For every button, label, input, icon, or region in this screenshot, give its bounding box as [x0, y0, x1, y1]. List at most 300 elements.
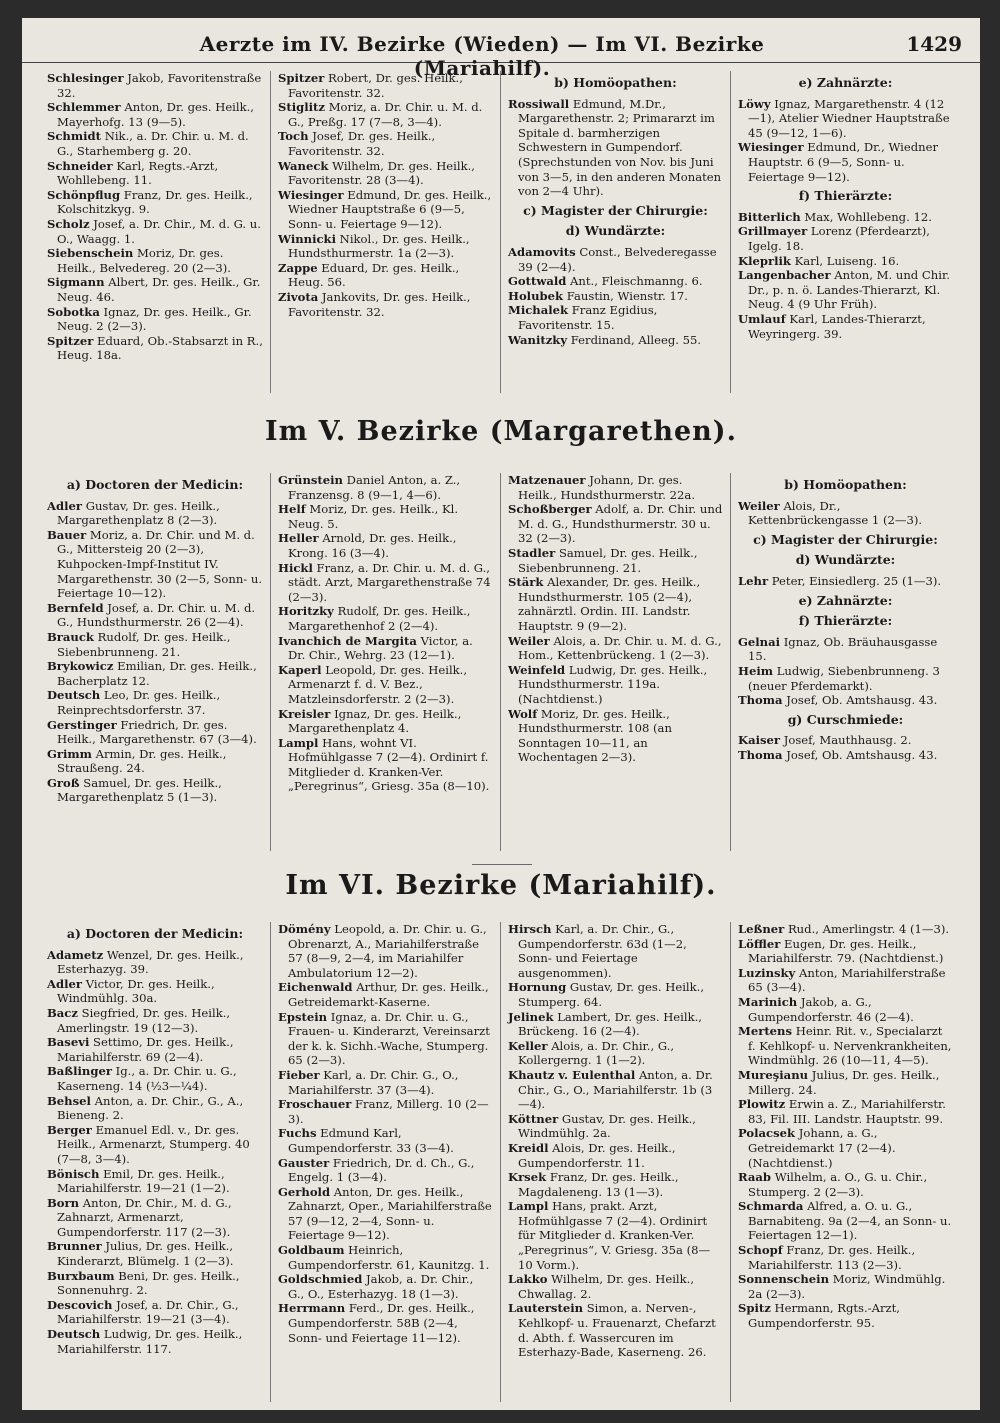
entry-surname: Berger: [47, 1122, 92, 1137]
entry-details: Arthur, Dr. ges. Heilk., Getreidemarkt-Kaserne.: [288, 980, 489, 1009]
entry-surname: Ivanchich de Margita: [278, 633, 417, 648]
entry-details: Julius, Dr. ges. Heilk., Kinderarzt, Blümelg. 1 (2—3).: [57, 1239, 234, 1269]
entry-details: Franz, Dr. ges. Heilk., Kolschitzkyg. 9.: [57, 187, 253, 217]
entry-surname: Bauer: [47, 527, 87, 542]
entry-details: Jakob, a. Dr. Chir., G., O., Esterhazyg. 18 (1—3).: [288, 1272, 474, 1301]
entry-surname: Gerstinger: [47, 717, 117, 732]
entry-details: Gustav, Dr. ges. Heilk., Stumperg. 64.: [518, 980, 705, 1009]
entry-surname: Spitzer: [278, 71, 325, 85]
directory-entry: [278, 634, 493, 663]
entry-surname: Lakko: [508, 1272, 548, 1287]
entry-surname: Schneider: [47, 158, 113, 173]
directory-entry: [508, 274, 723, 289]
entry-details: Hans, prakt. Arzt, Hofmühlgasse 7 (2—4). Ordinirt für Mitglieder d. Kranken-Ver. „Peregrinus“, V. Griesg. 35a (8—10 Vorm.).: [518, 1199, 711, 1272]
entry-surname: Siebenschein: [47, 246, 134, 261]
entry-surname: Löffler: [738, 936, 781, 951]
bezirk6-column-4: [730, 922, 960, 1402]
directory-entry: [278, 1156, 493, 1185]
bezirk6-column-2: [270, 922, 500, 1402]
entry-surname: Polacsek: [738, 1126, 796, 1141]
directory-entry: [47, 217, 263, 246]
directory-entry: [47, 659, 263, 688]
entry-details: Const., Belvederegasse 39 (2—4).: [518, 244, 717, 274]
entry-surname: Jelinek: [508, 1009, 554, 1024]
subheading-zahnaerzte: e) Zahnärzte:: [798, 592, 893, 608]
entry-surname: Deutsch: [47, 1327, 101, 1342]
subheading-homoeopathen: b) Homöopathen:: [784, 477, 907, 492]
entry-surname: Zappe: [278, 260, 318, 275]
entry-details: Friedrich, Dr. d. Ch., G., Engelg. 1 (3—4).: [288, 1155, 475, 1185]
directory-entry: [508, 1068, 723, 1112]
directory-entry: [278, 261, 493, 290]
entry-surname: Weinfeld: [508, 662, 566, 677]
entry-details: Karl, a. Dr. Chir. G., O., Mariahilferstr. 37 (3—4).: [288, 1067, 459, 1097]
directory-entry: [738, 210, 953, 225]
subheading-magister: c) Magister der Chirurgie:: [523, 202, 708, 218]
entry-surname: Stiglitz: [278, 100, 325, 115]
entry-details: Arnold, Dr. ges. Heilk., Krong. 16 (3—4).: [288, 531, 457, 560]
directory-entry: [508, 1199, 723, 1272]
entry-details: Moriz, Dr. ges. Heilk., Kl. Neug. 5.: [288, 502, 459, 531]
entry-details: Rudolf, Dr. ges. Heilk., Siebenbrunneng. 21.: [57, 629, 231, 659]
entry-surname: Matzenauer: [508, 473, 586, 487]
entry-surname: Schopf: [738, 1243, 783, 1258]
entry-details: Alois, Dr., Kettenbrückengasse 1 (2—3).: [748, 498, 923, 528]
entry-details: Alois, a. Dr. Chir., G., Kollergerng. 1 (1—2).: [518, 1038, 675, 1068]
entry-details: Hermann, Rgts.-Arzt, Gumpendorferstr. 95.: [748, 1301, 900, 1331]
directory-entry: [508, 333, 723, 348]
bezirk6-column-3: [500, 922, 730, 1402]
bezirk6-columns: [40, 922, 960, 1402]
directory-entry: [508, 922, 723, 980]
entry-details: Victor, a. Dr. Chir., Wehrg. 23 (12—1).: [288, 633, 473, 663]
directory-page: [22, 18, 980, 1410]
directory-entry: [47, 747, 263, 776]
directory-entry: [508, 1170, 723, 1199]
section-divider: [472, 864, 532, 865]
entry-details: Ignaz, a. Dr. Chir. u. G., Frauen- u. Kinderarzt, Vereinsarzt der k. k. Sichh.-Wache, Stumperg. 65 (2—3).: [288, 1009, 490, 1068]
subheading-magister: c) Magister der Chirurgie:: [753, 531, 938, 547]
directory-entry: [738, 140, 953, 184]
entry-details: Emanuel Edl. v., Dr. ges. Heilk., Armenarzt, Stumperg. 40 (7—8, 3—4).: [57, 1122, 250, 1166]
entry-details: Josef, Ob. Amtshausg. 43.: [786, 693, 938, 708]
directory-entry: [738, 312, 953, 341]
directory-entry: [278, 707, 493, 736]
directory-entry: [278, 1126, 493, 1155]
entry-list: [508, 473, 723, 765]
directory-entry: [508, 97, 723, 199]
entry-details: Max, Wohllebeng. 12.: [804, 209, 932, 224]
entry-details: Alexander, Dr. ges. Heilk., Hundsthurmerstr. 105 (2—4), zahnärztl. Ordin. III. Landstr. Hauptstr. 9 (9—2).: [518, 575, 701, 633]
entry-details: Emilian, Dr. ges. Heilk., Bacherplatz 12.: [57, 659, 257, 688]
directory-entry: [47, 528, 263, 601]
entry-surname: Born: [47, 1195, 80, 1210]
entry-surname: Schönpflug: [47, 187, 121, 202]
entry-surname: Eichenwald: [278, 980, 353, 995]
entry-details: Heinrich, Gumpendorferstr. 61, Kaunitzg. 1.: [288, 1243, 490, 1272]
directory-entry: [738, 1068, 953, 1097]
entry-details: Edmund Karl, Gumpendorferstr. 33 (3—4).: [288, 1126, 454, 1155]
directory-entry: [47, 129, 263, 158]
entry-surname: Sobotka: [47, 304, 100, 319]
entry-details: Leo, Dr. ges. Heilk., Reinprechtsdorferstr. 37.: [57, 688, 221, 717]
entry-surname: Descovich: [47, 1297, 113, 1312]
entry-details: Edmund, Dr. ges. Heilk., Wiedner Hauptstraße 6 (9—5, Sonn- u. Feiertage 9—12).: [288, 187, 492, 231]
entry-details: Hans, wohnt VI. Hofmühlgasse 7 (2—4). Ordinirt f. Mitglieder d. Kranken-Ver. „Peregrinus“, Griesg. 35a (8—10).: [288, 735, 490, 794]
directory-entry: [278, 129, 493, 158]
directory-entry: [738, 574, 953, 589]
entry-details: Gustav, Dr. ges. Heilk., Windmühlg. 2a.: [518, 1111, 696, 1141]
directory-entry: [278, 1097, 493, 1126]
bezirk4-column-4: [730, 71, 960, 393]
entry-details: Leopold, a. Dr. Chir. u. G., Obrenarzt, A., Mariahilferstraße 57 (8—9, 2—4, im Mariahilfer Ambulatorium 12—2).: [288, 922, 487, 980]
directory-entry: [508, 1112, 723, 1141]
bezirk5-column-4: [730, 473, 960, 851]
directory-entry: [47, 1327, 263, 1356]
bezirk4-columns: [40, 71, 960, 393]
entry-surname: Groß: [47, 775, 80, 790]
directory-entry: [508, 245, 723, 274]
entry-list: [738, 635, 953, 708]
directory-entry: [47, 1196, 263, 1240]
entry-details: Franz, Millerg. 10 (2—3).: [288, 1097, 489, 1126]
directory-entry: [508, 289, 723, 304]
directory-entry: [738, 664, 953, 693]
bezirk4-column-2: [270, 71, 500, 393]
directory-entry: [47, 1094, 263, 1123]
entry-details: Anton, Mariahilferstraße 65 (3—4).: [748, 965, 946, 995]
entry-details: Josef, a. Dr. Chir., M. d. G. u. O., Waagg. 1.: [57, 216, 261, 246]
entry-details: Albert, Dr. ges. Heilk., Gr. Neug. 46.: [57, 275, 261, 304]
entry-details: Rud., Amerlingstr. 4 (1—3).: [787, 922, 950, 936]
directory-entry: [278, 1185, 493, 1243]
entry-surname: Toch: [278, 129, 309, 144]
entry-list: [508, 97, 723, 199]
entry-surname: Grillmayer: [738, 224, 808, 239]
entry-details: Ludwig, Siebenbrunneng. 3 (neuer Pferdemarkt).: [748, 663, 940, 693]
entry-details: Heinr. Rit. v., Specialarzt f. Kehlkopf- u. Nervenkrankheiten, Windmühlg. 26 (10—11, 4—5).: [748, 1024, 952, 1068]
entry-surname: Baßlinger: [47, 1064, 112, 1079]
directory-entry: [47, 948, 263, 977]
entry-surname: Michalek: [508, 303, 569, 318]
entry-details: Alois, Dr. ges. Heilk., Gumpendorferstr. 11.: [518, 1140, 676, 1170]
directory-entry: [738, 937, 953, 966]
entry-details: Victor, Dr. ges. Heilk., Windmühlg. 30a.: [57, 976, 215, 1006]
entry-surname: Gelnai: [738, 634, 781, 649]
entry-details: Wilhelm, Dr. ges. Heilk., Favoritenstr. 28 (3—4).: [288, 158, 475, 188]
entry-details: Karl, Regts.-Arzt, Wohllebeng. 11.: [57, 158, 219, 188]
entry-surname: Burxbaum: [47, 1268, 115, 1283]
directory-entry: [47, 188, 263, 217]
entry-details: Alois, a. Dr. Chir. u. M. d. G., Hom., Kettenbrückeng. 1 (2—3).: [518, 633, 722, 663]
directory-entry: [278, 1272, 493, 1301]
directory-entry: [278, 502, 493, 531]
entry-details: Josef, a. Dr. Chir., G., Mariahilferstr. 19—21 (3—4).: [57, 1297, 239, 1327]
directory-entry: [738, 635, 953, 664]
bezirk6-column-1: [40, 922, 270, 1402]
entry-details: Josef, Dr. ges. Heilk., Favoritenstr. 32.: [288, 129, 436, 158]
entry-details: Josef, Mauthhausg. 2.: [783, 733, 912, 748]
entry-details: Franz, Dr. ges. Heilk., Magdaleneng. 13 (1—3).: [518, 1170, 679, 1199]
directory-entry: [278, 232, 493, 261]
entry-surname: Mureşianu: [738, 1067, 809, 1082]
entry-surname: Raab: [738, 1170, 772, 1185]
entry-surname: Adler: [47, 498, 82, 513]
entry-details: Settimo, Dr. ges. Heilk., Mariahilferstr. 69 (2—4).: [57, 1035, 234, 1064]
directory-entry: [47, 499, 263, 528]
entry-surname: Khautz v. Eulenthal: [508, 1067, 636, 1082]
entry-details: Johann, Dr. ges. Heilk., Hundsthurmerstr. 22a.: [518, 473, 696, 502]
entry-details: Moriz, Windmühlg. 2a (2—3).: [748, 1272, 946, 1301]
entry-surname: Thoma: [738, 747, 783, 762]
entry-details: Nikol., Dr. ges. Heilk., Hundsthurmerstr. 1a (2—3).: [288, 231, 470, 261]
entry-details: Franz, Dr. ges. Heilk., Mariahilferstr. 113 (2—3).: [748, 1243, 916, 1272]
entry-details: Jakob, Favoritenstraße 32.: [57, 71, 262, 100]
entry-details: Ferd., Dr. ges. Heilk., Gumpendorferstr. 58B (2—4, Sonn- und Feiertage 11—12).: [288, 1301, 475, 1345]
entry-surname: Heim: [738, 663, 774, 678]
entry-details: Karl, Landes-Thierarzt, Weyringerg. 39.: [748, 311, 926, 341]
entry-details: Rudolf, Dr. ges. Heilk., Margarethenhof 2 (2—4).: [288, 604, 471, 633]
directory-entry: [47, 601, 263, 630]
entry-details: Alfred, a. O. u. G., Barnabiteng. 9a (2—4, an Sonn- u. Feiertagen 12—1).: [748, 1199, 952, 1243]
entry-surname: Stärk: [508, 575, 544, 590]
entry-surname: Fuchs: [278, 1126, 317, 1141]
directory-entry: [47, 776, 263, 805]
entry-details: Julius, Dr. ges. Heilk., Millerg. 24.: [748, 1067, 940, 1097]
directory-entry: [47, 1035, 263, 1064]
directory-entry: [47, 1006, 263, 1035]
subheading-zahnaerzte: e) Zahnärzte:: [798, 75, 893, 90]
entry-surname: Spitzer: [47, 333, 94, 348]
entry-list: [738, 97, 953, 185]
entry-list: [738, 499, 953, 528]
entry-details: Moriz, Dr. ges. Heilk., Hundsthurmerstr. 108 (an Sonntagen 10—11, an Wochentagen 2—3).: [518, 706, 672, 765]
entry-surname: Zivota: [278, 289, 319, 304]
directory-entry: [47, 1239, 263, 1268]
directory-entry: [278, 1301, 493, 1345]
directory-entry: [508, 1010, 723, 1039]
directory-entry: [508, 473, 723, 502]
bezirk4-column-3: [500, 71, 730, 393]
entry-surname: Schlesinger: [47, 71, 124, 85]
entry-details: Friedrich, Dr. ges. Heilk., Margarethenstr. 67 (3—4).: [57, 717, 257, 747]
entry-surname: Bitterlich: [738, 209, 801, 224]
directory-entry: [278, 473, 493, 502]
entry-details: Nik., a. Dr. Chir. u. M. d. G., Starhemberg g. 20.: [57, 129, 249, 158]
subheading-wundaerzte: d) Wundärzte:: [795, 552, 896, 568]
entry-details: Jankovits, Dr. ges. Heilk., Favoritenstr. 32.: [288, 289, 471, 319]
entry-surname: Lehr: [738, 573, 769, 588]
directory-entry: [278, 663, 493, 707]
entry-list: [278, 473, 493, 794]
entry-details: Ludwig, Dr. ges. Heilk., Hundsthurmerstr. 119a. (Nachtdienst.): [518, 662, 708, 706]
entry-details: Franz, a. Dr. Chir. u. M. d. G., städt. Arzt, Margarethenstraße 74 (2—3).: [288, 560, 491, 604]
entry-surname: Schmarda: [738, 1199, 804, 1214]
entry-surname: Marinich: [738, 994, 798, 1009]
entry-details: Wilhelm, a. O., G. u. Chir., Stumperg. 2 (2—3).: [748, 1170, 928, 1199]
directory-entry: [738, 748, 953, 763]
entry-list: [508, 922, 723, 1360]
entry-details: Ignaz, Dr. ges. Heilk., Gr. Neug. 2 (2—3).: [57, 304, 252, 334]
entry-details: Moriz, a. Dr. Chir. u. M. d. G., Preßg. 17 (7—8, 3—4).: [288, 100, 483, 129]
entry-surname: Brunner: [47, 1239, 102, 1254]
entry-surname: Adamovits: [508, 244, 576, 259]
page-number: 1429: [906, 32, 962, 56]
section-heading-bezirk6: Im VI. Bezirke (Mariahilf).: [285, 870, 717, 901]
entry-details: Simon, a. Nerven-, Kehlkopf- u. Frauenarzt, Chefarzt d. Abth. f. Wassercuren im Esterhazy-Bade, Kaserneng. 26.: [518, 1301, 716, 1360]
bezirk5-column-1: [40, 473, 270, 851]
entry-surname: Gerhold: [278, 1184, 331, 1199]
directory-entry: [508, 303, 723, 332]
entry-details: Ignaz, Ob. Bräuhausgasse 15.: [748, 634, 938, 664]
entry-details: Erwin a. Z., Mariahilferstr. 83, Fil. III. Landstr. Hauptstr. 99.: [748, 1097, 946, 1126]
directory-entry: [738, 693, 953, 708]
entry-surname: Wolf: [508, 706, 538, 721]
subheading-doctoren: a) Doctoren der Medicin:: [66, 477, 244, 492]
entry-details: Beni, Dr. ges. Heilk., Sonnenuhrg. 2.: [57, 1268, 240, 1298]
entry-list: [47, 71, 263, 363]
directory-entry: [738, 254, 953, 269]
entry-details: Siegfried, Dr. ges. Heilk., Amerlingstr. 19 (12—3).: [57, 1005, 231, 1035]
subheading-wundaerzte: d) Wundärzte:: [565, 223, 666, 239]
entry-surname: Heller: [278, 531, 319, 546]
directory-entry: [278, 290, 493, 319]
entry-details: Moriz, Dr. ges. Heilk., Belvedereg. 20 (2—3).: [57, 246, 231, 275]
entry-list: [738, 922, 953, 1331]
bezirk5-column-3: [500, 473, 730, 851]
directory-entry: [47, 1167, 263, 1196]
entry-surname: Rossiwall: [508, 96, 570, 111]
entry-details: Adolf, a. Dr. Chir. und M. d. G., Hundsthurmerstr. 30 u. 32 (2—3).: [518, 502, 723, 546]
entry-details: Moriz, a. Dr. Chir. und M. d. G., Mittersteig 20 (2—3), Kuhpocken-Impf-Institut IV. Margarethenstr. 30 (2—5, Sonn- u. Feiertage 10—12).: [57, 527, 263, 601]
directory-entry: [508, 634, 723, 663]
entry-surname: Schoßberger: [508, 502, 592, 517]
entry-list: [508, 245, 723, 347]
directory-entry: [47, 334, 263, 363]
entry-list: [47, 948, 263, 1357]
bezirk4-column-1: [40, 71, 270, 393]
entry-details: Armin, Dr. ges. Heilk., Straußeng. 24.: [57, 746, 227, 776]
directory-entry: [47, 1298, 263, 1327]
directory-entry: [278, 71, 493, 100]
entry-surname: Kleprlik: [738, 253, 791, 268]
directory-entry: [508, 1272, 723, 1301]
directory-entry: [47, 688, 263, 717]
entry-surname: Behsel: [47, 1093, 91, 1108]
entry-details: Daniel Anton, a. Z., Franzensg. 8 (9—1, 4—6).: [288, 473, 461, 502]
entry-surname: Mertens: [738, 1024, 793, 1039]
entry-surname: Herrmann: [278, 1301, 346, 1316]
entry-surname: Froschauer: [278, 1097, 352, 1112]
directory-entry: [278, 980, 493, 1009]
entry-details: Robert, Dr. ges. Heilk., Favoritenstr. 32.: [288, 71, 463, 100]
entry-details: Peter, Einsiedlerg. 25 (1—3).: [771, 573, 942, 588]
directory-entry: [738, 1170, 953, 1199]
entry-surname: Kreidl: [508, 1140, 549, 1155]
entry-surname: Epstein: [278, 1009, 328, 1024]
subheading-thieraerzte: f) Thierärzte:: [798, 188, 893, 204]
directory-entry: [508, 502, 723, 546]
directory-entry: [47, 100, 263, 129]
entry-surname: Kaiser: [738, 733, 781, 748]
entry-details: Ignaz, Dr. ges. Heilk., Margarethenplatz 4.: [288, 706, 462, 736]
entry-surname: Fieber: [278, 1067, 320, 1082]
entry-surname: Spitz: [738, 1301, 771, 1316]
bezirk5-column-2: [270, 473, 500, 851]
entry-surname: Lampl: [508, 1199, 549, 1214]
directory-entry: [738, 268, 953, 312]
entry-surname: Thoma: [738, 693, 783, 708]
directory-entry: [278, 1010, 493, 1068]
entry-surname: Goldbaum: [278, 1243, 345, 1258]
entry-list: [47, 499, 263, 805]
entry-details: Wenzel, Dr. ges. Heilk., Esterhazyg. 39.: [57, 947, 244, 977]
entry-surname: Luzinsky: [738, 965, 796, 980]
entry-details: Anton, a. Dr. Chir., G., O., Mariahilferstr. 1b (3—4).: [518, 1067, 713, 1112]
entry-details: Ludwig, Dr. ges. Heilk., Mariahilferstr. 117.: [57, 1327, 243, 1356]
entry-details: Jakob, a. G., Gumpendorferstr. 46 (2—4).: [748, 994, 914, 1024]
entry-surname: Waneck: [278, 158, 329, 173]
entry-surname: Helf: [278, 502, 306, 517]
entry-surname: Grünstein: [278, 473, 343, 487]
entry-details: Josef, Ob. Amtshausg. 43.: [786, 747, 938, 762]
directory-entry: [738, 733, 953, 748]
subheading-curschmiede: g) Curschmiede:: [787, 711, 904, 727]
directory-entry: [738, 1243, 953, 1272]
entry-details: Lorenz (Pferdearzt), Igelg. 18.: [748, 224, 930, 253]
entry-details: Karl, Luiseng. 16.: [794, 253, 900, 268]
entry-surname: Wanitzky: [508, 332, 568, 347]
directory-entry: [738, 1301, 953, 1330]
entry-surname: Bönisch: [47, 1166, 100, 1181]
directory-entry: [278, 100, 493, 129]
directory-entry: [738, 1126, 953, 1170]
entry-surname: Stadler: [508, 545, 556, 560]
entry-details: Ant., Fleischmanng. 6.: [570, 274, 703, 289]
entry-details: Franz Egidius, Favoritenstr. 15.: [518, 303, 658, 332]
entry-details: Emil, Dr. ges. Heilk., Mariahilferstr. 19—21 (1—2).: [57, 1166, 230, 1196]
entry-surname: Scholz: [47, 216, 90, 231]
entry-surname: Umlauf: [738, 311, 786, 326]
entry-surname: Löwy: [738, 96, 771, 111]
entry-list: [278, 71, 493, 319]
entry-details: Anton, M. und Chir. Dr., p. n. ö. Landes-Thierarzt, Kl. Neug. 4 (9 Uhr Früh).: [748, 268, 950, 312]
directory-entry: [47, 977, 263, 1006]
entry-surname: Dömény: [278, 922, 331, 936]
directory-entry: [508, 707, 723, 765]
directory-entry: [278, 531, 493, 560]
entry-surname: Wiesinger: [738, 140, 804, 155]
directory-entry: [738, 1199, 953, 1243]
entry-details: Samuel, Dr. ges. Heilk., Margarethenplatz 5 (1—3).: [57, 775, 222, 805]
entry-surname: Basevi: [47, 1035, 90, 1050]
entry-list: [738, 210, 953, 341]
directory-entry: [738, 1024, 953, 1068]
entry-surname: Sonnenschein: [738, 1272, 829, 1287]
entry-surname: Sigmann: [47, 275, 105, 290]
entry-surname: Adler: [47, 976, 82, 991]
directory-entry: [47, 246, 263, 275]
directory-entry: [738, 499, 953, 528]
directory-entry: [47, 275, 263, 304]
entry-surname: Schlemmer: [47, 100, 121, 115]
entry-surname: Lampl: [278, 735, 319, 750]
entry-details: Anton, Dr. ges. Heilk., Zahnarzt, Oper., Mariahilferstraße 57 (9—12, 2—4, Sonn- u. Feiertage 9—12).: [288, 1184, 492, 1243]
entry-surname: Grimm: [47, 746, 92, 761]
entry-surname: Goldschmied: [278, 1272, 363, 1287]
directory-entry: [278, 922, 493, 980]
entry-surname: Holubek: [508, 288, 564, 303]
